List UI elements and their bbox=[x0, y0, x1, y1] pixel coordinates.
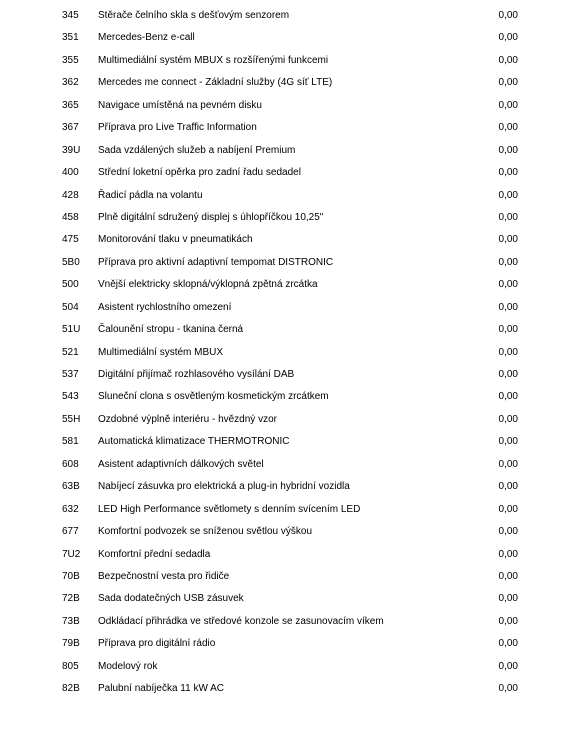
item-description: Čalounění stropu - tkanina černá bbox=[98, 324, 244, 336]
item-description: Vnější elektricky sklopná/výklopná zpětná zrcátka bbox=[98, 279, 318, 291]
item-code: 7U2 bbox=[62, 548, 81, 560]
item-price: 0,00 bbox=[498, 54, 518, 66]
item-price: 0,00 bbox=[498, 638, 518, 650]
item-description: Digitální přijímač rozhlasového vysílání DAB bbox=[98, 369, 295, 380]
item-code: 543 bbox=[62, 391, 79, 403]
list-item bbox=[0, 117, 580, 139]
list-item bbox=[0, 386, 580, 408]
item-code: 608 bbox=[62, 458, 79, 470]
item-description: Mercedes-Benz e-call bbox=[98, 32, 195, 44]
list-item bbox=[0, 454, 580, 476]
item-price: 0,00 bbox=[498, 615, 518, 627]
item-code: 345 bbox=[62, 10, 79, 21]
list-item bbox=[0, 544, 580, 566]
item-price: 0,00 bbox=[498, 122, 518, 134]
item-code: 351 bbox=[62, 32, 79, 44]
item-price: 0,00 bbox=[498, 503, 518, 515]
list-item bbox=[0, 140, 580, 162]
list-item bbox=[0, 185, 580, 207]
list-item bbox=[0, 95, 580, 117]
item-price: 0,00 bbox=[498, 144, 518, 156]
item-code: 458 bbox=[62, 211, 79, 223]
list-item bbox=[0, 297, 580, 319]
item-code: 428 bbox=[62, 189, 79, 201]
equipment-list bbox=[0, 5, 580, 701]
item-code: 677 bbox=[62, 526, 79, 538]
item-price: 0,00 bbox=[498, 346, 518, 358]
item-description: Odkládací přihrádka ve středové konzole se zasunovacím víkem bbox=[98, 615, 384, 627]
item-description: Multimediální systém MBUX bbox=[98, 346, 224, 358]
item-description: Monitorování tlaku v pneumatikách bbox=[98, 234, 253, 246]
item-description: LED High Performance světlomety s denním svícením LED bbox=[98, 503, 361, 515]
item-code: 51U bbox=[62, 324, 81, 336]
item-code: 63B bbox=[62, 481, 80, 493]
item-description: Příprava pro Live Traffic Information bbox=[98, 122, 257, 134]
list-item bbox=[0, 274, 580, 296]
item-code: 365 bbox=[62, 99, 79, 111]
item-description: Nabíjecí zásuvka pro elektrická a plug-in hybridní vozidla bbox=[98, 481, 350, 493]
item-code: 500 bbox=[62, 279, 79, 291]
item-description: Řadicí pádla na volantu bbox=[98, 189, 203, 201]
list-item bbox=[0, 431, 580, 453]
item-description: Komfortní podvozek se sníženou světlou výškou bbox=[98, 526, 313, 538]
item-description: Palubní nabíječka 11 kW AC bbox=[98, 683, 224, 695]
item-price: 0,00 bbox=[498, 10, 518, 21]
item-code: 82B bbox=[62, 683, 80, 695]
item-code: 537 bbox=[62, 369, 79, 380]
item-code: 367 bbox=[62, 122, 79, 134]
list-item bbox=[0, 319, 580, 341]
item-description: Modelový rok bbox=[98, 660, 158, 672]
item-price: 0,00 bbox=[498, 413, 518, 425]
item-description: Komfortní přední sedadla bbox=[98, 548, 211, 560]
item-price: 0,00 bbox=[498, 324, 518, 336]
item-code: 72B bbox=[62, 593, 80, 605]
item-price: 0,00 bbox=[498, 481, 518, 493]
item-code: 632 bbox=[62, 503, 79, 515]
list-item bbox=[0, 5, 580, 27]
list-item bbox=[0, 252, 580, 274]
list-item bbox=[0, 409, 580, 431]
item-code: 5B0 bbox=[62, 256, 80, 268]
item-description: Příprava pro aktivní adaptivní tempomat DISTRONIC bbox=[98, 256, 334, 268]
item-code: 581 bbox=[62, 436, 79, 448]
item-price: 0,00 bbox=[498, 683, 518, 695]
item-description: Mercedes me connect - Základní služby (4G síť LTE) bbox=[98, 77, 333, 89]
item-code: 805 bbox=[62, 660, 79, 672]
item-code: 521 bbox=[62, 346, 79, 358]
list-item bbox=[0, 364, 580, 386]
item-code: 362 bbox=[62, 77, 79, 89]
item-code: 70B bbox=[62, 570, 80, 582]
item-description: Bezpečnostní vesta pro řidiče bbox=[98, 570, 230, 582]
item-price: 0,00 bbox=[498, 189, 518, 201]
item-description: Asistent adaptivních dálkových světel bbox=[98, 458, 264, 470]
item-price: 0,00 bbox=[498, 77, 518, 89]
item-code: 55H bbox=[62, 413, 81, 425]
item-description: Příprava pro digitální rádio bbox=[98, 638, 216, 650]
item-description: Multimediální systém MBUX s rozšířenými funkcemi bbox=[98, 54, 329, 66]
item-code: 39U bbox=[62, 144, 81, 156]
list-item bbox=[0, 476, 580, 498]
item-description: Stěrače čelního skla s dešťovým senzorem bbox=[98, 10, 290, 21]
item-description: Střední loketní opěrka pro zadní řadu sedadel bbox=[98, 167, 301, 179]
item-price: 0,00 bbox=[498, 32, 518, 44]
item-price: 0,00 bbox=[498, 369, 518, 380]
list-item bbox=[0, 633, 580, 655]
list-item bbox=[0, 678, 580, 700]
item-code: 79B bbox=[62, 638, 80, 650]
item-description: Plně digitální sdružený displej s úhlopříčkou 10,25" bbox=[98, 211, 324, 223]
list-item bbox=[0, 342, 580, 364]
item-code: 504 bbox=[62, 301, 79, 313]
item-price: 0,00 bbox=[498, 436, 518, 448]
item-price: 0,00 bbox=[498, 548, 518, 560]
list-item bbox=[0, 207, 580, 229]
list-item bbox=[0, 72, 580, 94]
item-code: 355 bbox=[62, 54, 79, 66]
item-price: 0,00 bbox=[498, 99, 518, 111]
item-price: 0,00 bbox=[498, 234, 518, 246]
item-price: 0,00 bbox=[498, 167, 518, 179]
list-item bbox=[0, 229, 580, 251]
item-description: Sada vzdálených služeb a nabíjení Premium bbox=[98, 144, 296, 156]
list-item bbox=[0, 499, 580, 521]
list-item bbox=[0, 27, 580, 49]
item-description: Asistent rychlostního omezení bbox=[98, 301, 232, 313]
item-code: 73B bbox=[62, 615, 80, 627]
item-description: Sada dodatečných USB zásuvek bbox=[98, 593, 244, 605]
item-price: 0,00 bbox=[498, 660, 518, 672]
item-description: Ozdobné výplně interiéru - hvězdný vzor bbox=[98, 413, 277, 425]
list-item bbox=[0, 521, 580, 543]
item-price: 0,00 bbox=[498, 279, 518, 291]
item-price: 0,00 bbox=[498, 458, 518, 470]
item-code: 475 bbox=[62, 234, 79, 246]
list-item bbox=[0, 566, 580, 588]
item-price: 0,00 bbox=[498, 211, 518, 223]
list-item bbox=[0, 656, 580, 678]
item-description: Sluneční clona s osvětleným kosmetickým zrcátkem bbox=[98, 391, 329, 403]
item-code: 400 bbox=[62, 167, 79, 179]
item-price: 0,00 bbox=[498, 301, 518, 313]
item-price: 0,00 bbox=[498, 570, 518, 582]
item-description: Navigace umístěná na pevném disku bbox=[98, 99, 262, 111]
list-item bbox=[0, 588, 580, 610]
item-price: 0,00 bbox=[498, 593, 518, 605]
list-item bbox=[0, 611, 580, 633]
item-price: 0,00 bbox=[498, 256, 518, 268]
list-item bbox=[0, 50, 580, 72]
item-price: 0,00 bbox=[498, 526, 518, 538]
item-description: Automatická klimatizace THERMOTRONIC bbox=[98, 436, 290, 448]
list-item bbox=[0, 162, 580, 184]
item-price: 0,00 bbox=[498, 391, 518, 403]
